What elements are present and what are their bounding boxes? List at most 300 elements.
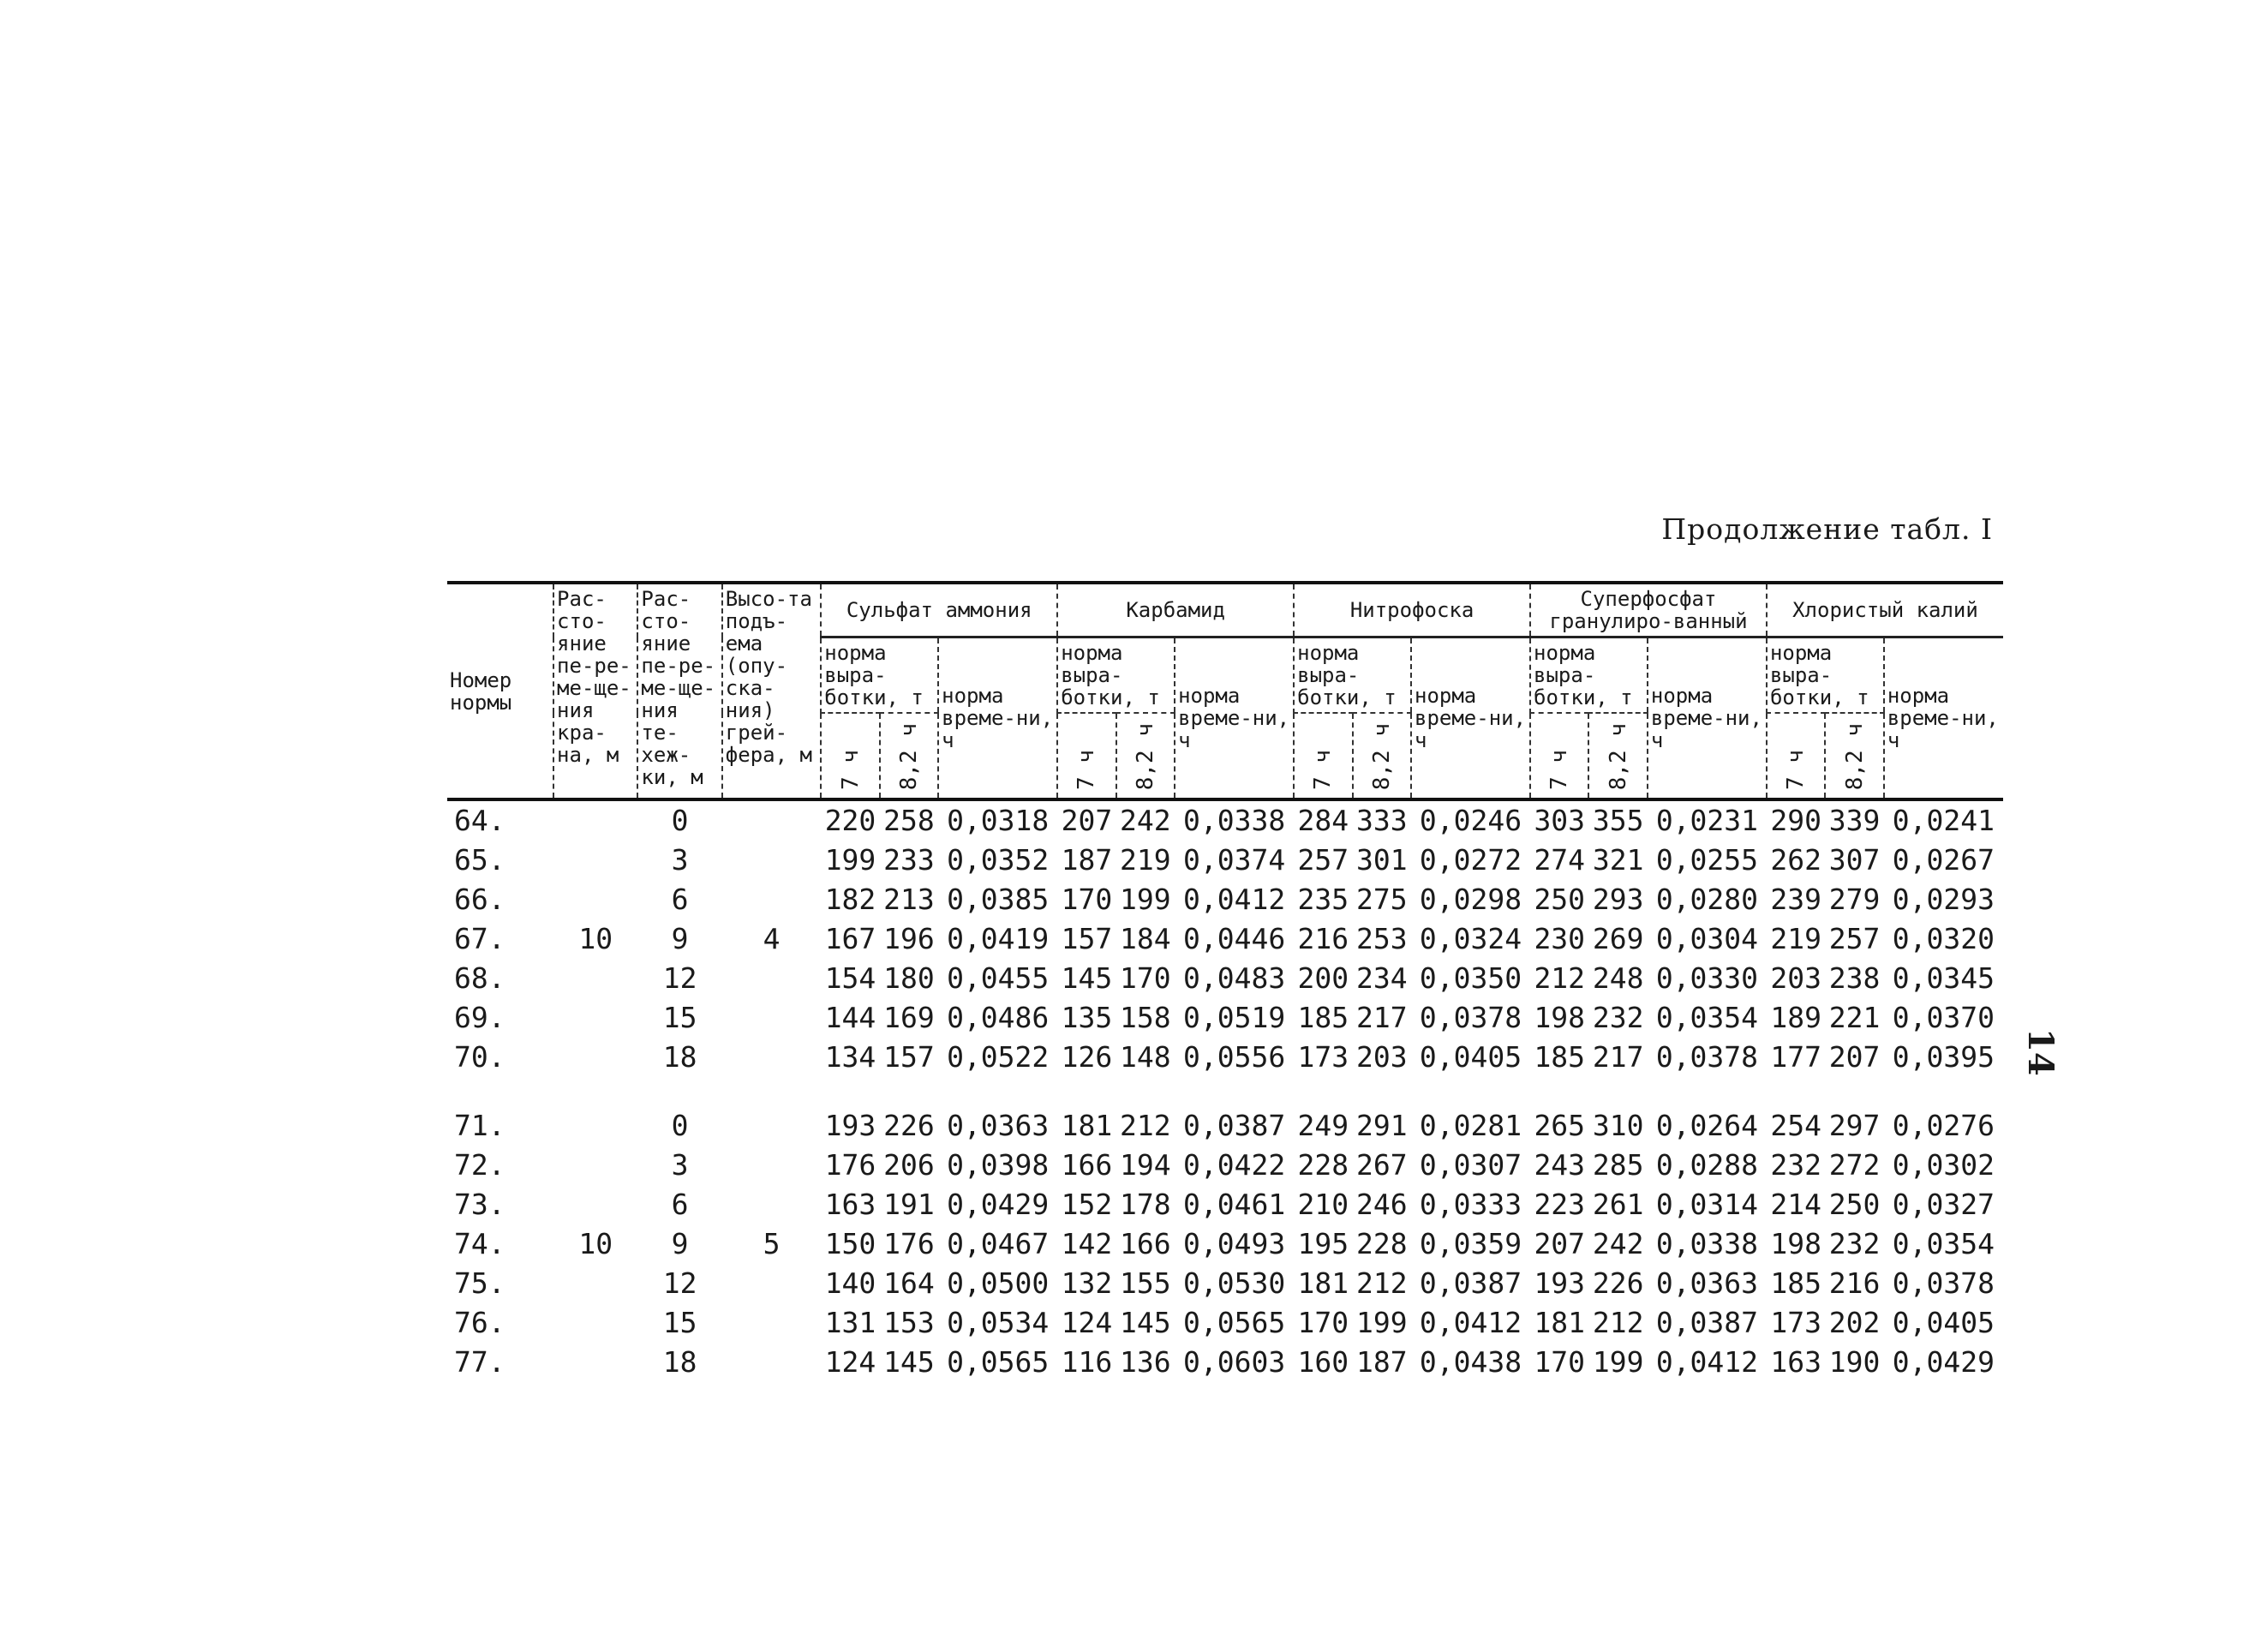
- cell-value: 0,0246: [1419, 804, 1522, 837]
- cell-value: 217: [1592, 1040, 1644, 1074]
- cell-value: 226: [1592, 1266, 1644, 1300]
- cell-value: 177: [1770, 1040, 1821, 1074]
- cell-value: 250: [1534, 883, 1586, 916]
- cell-value: 157: [1061, 922, 1113, 955]
- cell-value: 193: [824, 1109, 876, 1142]
- cell-value: 0,0461: [1182, 1188, 1286, 1221]
- cell-value: 0,0231: [1655, 804, 1759, 837]
- cell-value: 0,0556: [1182, 1040, 1286, 1074]
- cell-value: 248: [1592, 961, 1644, 995]
- cell-value: 0,0363: [947, 1109, 1050, 1142]
- cell-crane-distance: [553, 841, 637, 880]
- cell-norm-number: 64.: [454, 804, 505, 837]
- cell-crane-distance: [553, 1185, 637, 1224]
- cell-trolley-distance: 0: [671, 804, 689, 837]
- cell-value: 290: [1770, 804, 1821, 837]
- cell-value: 0,0455: [947, 961, 1050, 995]
- header-shift-8-2h: 8,2 ч: [880, 713, 938, 799]
- cell-value: 226: [883, 1109, 935, 1142]
- cell-value: 148: [1120, 1040, 1171, 1074]
- cell-lift-height: [722, 841, 821, 880]
- cell-value: 238: [1828, 961, 1881, 995]
- table-row: [447, 1264, 2003, 1303]
- header-group-ammonium-sulfate: Сульфат аммония: [821, 583, 1057, 637]
- cell-value: 220: [824, 804, 876, 837]
- cell-value: 257: [1297, 843, 1349, 877]
- cell-value: 0,0333: [1419, 1188, 1522, 1221]
- cell-value: 190: [1828, 1345, 1881, 1379]
- cell-value: 321: [1592, 843, 1644, 877]
- header-norm-number: Номер нормы: [447, 583, 553, 799]
- cell-trolley-distance: 15: [662, 1001, 697, 1034]
- cell-trolley-distance: 12: [662, 961, 697, 995]
- cell-trolley-distance: 12: [662, 1266, 697, 1300]
- cell-value: 180: [883, 961, 935, 995]
- cell-value: 333: [1355, 804, 1408, 837]
- cell-value: 0,0530: [1182, 1266, 1286, 1300]
- header-group-carbamide: Карбамид: [1057, 583, 1294, 637]
- cell-value: 0,0378: [1419, 1001, 1522, 1034]
- cell-value: 0,0422: [1182, 1148, 1286, 1182]
- cell-value: 167: [824, 922, 876, 955]
- cell-value: 272: [1828, 1148, 1881, 1182]
- cell-value: 339: [1828, 804, 1881, 837]
- cell-value: 198: [1534, 1001, 1586, 1034]
- cell-value: 199: [1355, 1306, 1408, 1339]
- cell-value: 303: [1534, 804, 1586, 837]
- cell-value: 0,0395: [1892, 1040, 1995, 1074]
- header-shift-7h: 7 ч: [1767, 713, 1825, 799]
- cell-value: 0,0320: [1892, 922, 1995, 955]
- cell-value: 158: [1120, 1001, 1171, 1034]
- cell-lift-height: [722, 1343, 821, 1382]
- cell-value: 170: [1120, 961, 1171, 995]
- cell-value: 196: [883, 922, 935, 955]
- cell-norm-number: 73.: [454, 1188, 505, 1221]
- cell-value: 181: [1297, 1266, 1349, 1300]
- cell-value: 214: [1770, 1188, 1821, 1221]
- cell-value: 230: [1534, 922, 1586, 955]
- cell-value: 0,0522: [947, 1040, 1050, 1074]
- cell-value: 219: [1120, 843, 1171, 877]
- cell-value: 0,0378: [1892, 1266, 1995, 1300]
- cell-value: 155: [1120, 1266, 1171, 1300]
- cell-value: 160: [1297, 1345, 1349, 1379]
- cell-lift-height: [722, 1264, 821, 1303]
- cell-value: 234: [1355, 961, 1408, 995]
- cell-lift-height: 5: [763, 1227, 781, 1260]
- cell-value: 0,0429: [1892, 1345, 1995, 1379]
- cell-value: 0,0374: [1182, 843, 1286, 877]
- cell-value: 254: [1770, 1109, 1821, 1142]
- cell-value: 0,0370: [1892, 1001, 1995, 1034]
- cell-value: 0,0385: [947, 883, 1050, 916]
- cell-value: 163: [1770, 1345, 1821, 1379]
- cell-value: 257: [1828, 922, 1881, 955]
- cell-value: 0,0298: [1419, 883, 1522, 916]
- cell-value: 195: [1297, 1227, 1349, 1260]
- cell-value: 0,0255: [1655, 843, 1759, 877]
- cell-value: 0,0387: [1419, 1266, 1522, 1300]
- header-shift-8-2h: 8,2 ч: [1353, 713, 1411, 799]
- cell-value: 212: [1120, 1109, 1171, 1142]
- cell-trolley-distance: 6: [671, 883, 689, 916]
- cell-value: 265: [1534, 1109, 1586, 1142]
- cell-value: 0,0387: [1182, 1109, 1286, 1142]
- header-norm-time: норма време-ни, ч: [1175, 637, 1294, 800]
- cell-value: 0,0534: [947, 1306, 1050, 1339]
- cell-value: 185: [1770, 1266, 1821, 1300]
- table-row: [447, 1146, 2003, 1185]
- cell-value: 0,0330: [1655, 961, 1759, 995]
- cell-value: 126: [1061, 1040, 1113, 1074]
- cell-value: 203: [1355, 1040, 1408, 1074]
- cell-value: 0,0338: [1655, 1227, 1759, 1260]
- cell-value: 144: [824, 1001, 876, 1034]
- cell-norm-number: 70.: [454, 1040, 505, 1074]
- header-norm-output: норма выра-ботки, т: [1767, 637, 1884, 714]
- cell-value: 153: [883, 1306, 935, 1339]
- header-norm-time: норма време-ни, ч: [1411, 637, 1530, 800]
- cell-value: 170: [1061, 883, 1113, 916]
- cell-value: 176: [824, 1148, 876, 1182]
- header-norm-time: норма време-ни, ч: [1648, 637, 1767, 800]
- cell-value: 169: [883, 1001, 935, 1034]
- cell-value: 157: [883, 1040, 935, 1074]
- cell-value: 0,0363: [1655, 1266, 1759, 1300]
- table-row: [447, 1224, 2003, 1264]
- cell-value: 250: [1828, 1188, 1881, 1221]
- cell-value: 203: [1770, 961, 1821, 995]
- cell-lift-height: [722, 959, 821, 998]
- cell-value: 0,0419: [947, 922, 1050, 955]
- cell-value: 0,0267: [1892, 843, 1995, 877]
- cell-value: 198: [1770, 1227, 1821, 1260]
- cell-value: 194: [1120, 1148, 1171, 1182]
- cell-lift-height: [722, 1106, 821, 1146]
- header-crane-distance: Рас-сто-яние пе-ре-ме-ще-ния кра-на, м: [553, 583, 637, 799]
- table-row: [447, 841, 2003, 880]
- cell-value: 0,0281: [1419, 1109, 1522, 1142]
- cell-lift-height: [722, 998, 821, 1038]
- header-norm-output: норма выра-ботки, т: [821, 637, 938, 714]
- cell-value: 142: [1061, 1227, 1113, 1260]
- page-number: 14: [2020, 1028, 2061, 1076]
- cell-norm-number: 72.: [454, 1148, 505, 1182]
- cell-value: 301: [1355, 843, 1408, 877]
- cell-value: 253: [1355, 922, 1408, 955]
- cell-value: 185: [1534, 1040, 1586, 1074]
- cell-lift-height: [722, 1146, 821, 1185]
- cell-value: 232: [1770, 1148, 1821, 1182]
- cell-value: 134: [824, 1040, 876, 1074]
- cell-value: 0,0467: [947, 1227, 1050, 1260]
- cell-value: 131: [824, 1306, 876, 1339]
- cell-value: 221: [1828, 1001, 1881, 1034]
- cell-value: 262: [1770, 843, 1821, 877]
- cell-value: 0,0412: [1655, 1345, 1759, 1379]
- cell-value: 0,0429: [947, 1188, 1050, 1221]
- cell-value: 0,0565: [1182, 1306, 1286, 1339]
- cell-value: 0,0486: [947, 1001, 1050, 1034]
- cell-crane-distance: [553, 998, 637, 1038]
- cell-crane-distance: 10: [578, 1227, 613, 1260]
- header-group-superphosphate: Суперфосфат гранулиро-ванный: [1530, 583, 1767, 637]
- cell-value: 150: [824, 1227, 876, 1260]
- table-row: [447, 799, 2003, 841]
- header-norm-time: норма време-ни, ч: [1884, 637, 2003, 800]
- cell-value: 145: [1061, 961, 1113, 995]
- cell-value: 249: [1297, 1109, 1349, 1142]
- cell-value: 173: [1297, 1040, 1349, 1074]
- cell-value: 0,0565: [947, 1345, 1050, 1379]
- cell-crane-distance: [553, 1106, 637, 1146]
- cell-value: 0,0378: [1655, 1040, 1759, 1074]
- cell-value: 235: [1297, 883, 1349, 916]
- cell-lift-height: 4: [763, 922, 781, 955]
- header-shift-8-2h: 8,2 ч: [1588, 713, 1647, 799]
- group-spacer: [447, 1077, 2003, 1106]
- cell-value: 243: [1534, 1148, 1586, 1182]
- cell-value: 0,0398: [947, 1148, 1050, 1182]
- table-row: [447, 959, 2003, 998]
- table-row: [447, 1343, 2003, 1382]
- header-lift-height: Высо-та подъ-ема (опу-ска-ния) грей-фера, м: [722, 583, 821, 799]
- cell-crane-distance: [553, 880, 637, 919]
- cell-value: 0,0318: [947, 804, 1050, 837]
- cell-value: 210: [1297, 1188, 1349, 1221]
- cell-value: 0,0603: [1182, 1345, 1286, 1379]
- cell-value: 0,0304: [1655, 922, 1759, 955]
- cell-value: 212: [1534, 961, 1586, 995]
- cell-value: 258: [883, 804, 935, 837]
- cell-value: 0,0280: [1655, 883, 1759, 916]
- cell-value: 193: [1534, 1266, 1586, 1300]
- cell-value: 184: [1120, 922, 1171, 955]
- cell-value: 269: [1592, 922, 1644, 955]
- cell-value: 200: [1297, 961, 1349, 995]
- cell-trolley-distance: 9: [671, 922, 689, 955]
- cell-value: 0,0446: [1182, 922, 1286, 955]
- cell-value: 284: [1297, 804, 1349, 837]
- cell-value: 206: [883, 1148, 935, 1182]
- cell-norm-number: 69.: [454, 1001, 505, 1034]
- cell-value: 228: [1355, 1227, 1408, 1260]
- cell-value: 0,0338: [1182, 804, 1286, 837]
- cell-value: 228: [1297, 1148, 1349, 1182]
- header-shift-7h: 7 ч: [1057, 713, 1116, 799]
- table-row: [447, 1038, 2003, 1077]
- table-row: [447, 998, 2003, 1038]
- cell-norm-number: 75.: [454, 1266, 505, 1300]
- cell-value: 213: [883, 883, 935, 916]
- cell-value: 170: [1297, 1306, 1349, 1339]
- cell-value: 132: [1061, 1266, 1113, 1300]
- cell-value: 0,0241: [1892, 804, 1995, 837]
- cell-crane-distance: [553, 1264, 637, 1303]
- table-header: [447, 583, 2003, 799]
- cell-value: 181: [1061, 1109, 1113, 1142]
- cell-value: 0,0483: [1182, 961, 1286, 995]
- cell-value: 166: [1061, 1148, 1113, 1182]
- cell-value: 0,0302: [1892, 1148, 1995, 1182]
- cell-crane-distance: [553, 1146, 637, 1185]
- cell-value: 232: [1592, 1001, 1644, 1034]
- cell-value: 164: [883, 1266, 935, 1300]
- header-norm-output: норма выра-ботки, т: [1294, 637, 1411, 714]
- cell-value: 207: [1828, 1040, 1881, 1074]
- cell-value: 140: [824, 1266, 876, 1300]
- cell-value: 212: [1592, 1306, 1644, 1339]
- cell-value: 170: [1534, 1345, 1586, 1379]
- cell-value: 154: [824, 961, 876, 995]
- cell-value: 0,0288: [1655, 1148, 1759, 1182]
- cell-trolley-distance: 18: [662, 1040, 697, 1074]
- cell-value: 0,0500: [947, 1266, 1050, 1300]
- header-group-nitrophoska: Нитрофоска: [1294, 583, 1530, 637]
- cell-trolley-distance: 3: [671, 843, 689, 877]
- cell-value: 181: [1534, 1306, 1586, 1339]
- cell-value: 152: [1061, 1188, 1113, 1221]
- cell-trolley-distance: 0: [671, 1109, 689, 1142]
- header-group-potassium-chloride: Хлористый калий: [1767, 583, 2003, 637]
- cell-value: 0,0276: [1892, 1109, 1995, 1142]
- cell-value: 202: [1828, 1306, 1881, 1339]
- cell-norm-number: 71.: [454, 1109, 505, 1142]
- cell-lift-height: [722, 799, 821, 841]
- cell-value: 0,0264: [1655, 1109, 1759, 1142]
- header-shift-7h: 7 ч: [821, 713, 879, 799]
- cell-value: 176: [883, 1227, 935, 1260]
- cell-norm-number: 77.: [454, 1345, 505, 1379]
- cell-value: 178: [1120, 1188, 1171, 1221]
- cell-value: 285: [1592, 1148, 1644, 1182]
- cell-value: 279: [1828, 883, 1881, 916]
- cell-value: 274: [1534, 843, 1586, 877]
- cell-value: 0,0307: [1419, 1148, 1522, 1182]
- cell-value: 207: [1534, 1227, 1586, 1260]
- cell-value: 275: [1355, 883, 1408, 916]
- cell-value: 297: [1828, 1109, 1881, 1142]
- cell-value: 217: [1355, 1001, 1408, 1034]
- cell-value: 191: [883, 1188, 935, 1221]
- cell-value: 0,0272: [1419, 843, 1522, 877]
- header-shift-8-2h: 8,2 ч: [1116, 713, 1175, 799]
- cell-norm-number: 67.: [454, 922, 505, 955]
- cell-crane-distance: [553, 1343, 637, 1382]
- cell-value: 0,0345: [1892, 961, 1995, 995]
- cell-crane-distance: [553, 959, 637, 998]
- cell-value: 0,0324: [1419, 922, 1522, 955]
- cell-value: 0,0354: [1655, 1001, 1759, 1034]
- cell-value: 173: [1770, 1306, 1821, 1339]
- cell-value: 136: [1120, 1345, 1171, 1379]
- cell-value: 242: [1120, 804, 1171, 837]
- cell-value: 182: [824, 883, 876, 916]
- norms-table-container: [447, 581, 2003, 1382]
- cell-trolley-distance: 18: [662, 1345, 697, 1379]
- cell-value: 216: [1828, 1266, 1881, 1300]
- cell-value: 355: [1592, 804, 1644, 837]
- table-row: [447, 1185, 2003, 1224]
- cell-value: 185: [1297, 1001, 1349, 1034]
- cell-value: 0,0493: [1182, 1227, 1286, 1260]
- cell-value: 293: [1592, 883, 1644, 916]
- cell-value: 0,0387: [1655, 1306, 1759, 1339]
- cell-lift-height: [722, 1303, 821, 1343]
- cell-value: 199: [824, 843, 876, 877]
- cell-lift-height: [722, 1038, 821, 1077]
- cell-value: 0,0519: [1182, 1001, 1286, 1034]
- header-norm-output: норма выра-ботки, т: [1057, 637, 1175, 714]
- cell-value: 0,0350: [1419, 961, 1522, 995]
- cell-value: 242: [1592, 1227, 1644, 1260]
- cell-trolley-distance: 15: [662, 1306, 697, 1339]
- cell-norm-number: 68.: [454, 961, 505, 995]
- cell-crane-distance: [553, 1038, 637, 1077]
- cell-value: 124: [1061, 1306, 1113, 1339]
- cell-value: 124: [824, 1345, 876, 1379]
- header-shift-8-2h: 8,2 ч: [1825, 713, 1883, 799]
- header-norm-time: норма време-ни, ч: [938, 637, 1057, 800]
- cell-norm-number: 65.: [454, 843, 505, 877]
- cell-value: 0,0412: [1419, 1306, 1522, 1339]
- cell-value: 267: [1355, 1148, 1408, 1182]
- cell-value: 232: [1828, 1227, 1881, 1260]
- cell-value: 187: [1355, 1345, 1408, 1379]
- cell-value: 145: [883, 1345, 935, 1379]
- header-shift-7h: 7 ч: [1294, 713, 1352, 799]
- header-shift-7h: 7 ч: [1530, 713, 1588, 799]
- cell-value: 310: [1592, 1109, 1644, 1142]
- cell-value: 223: [1534, 1188, 1586, 1221]
- cell-norm-number: 74.: [454, 1227, 505, 1260]
- cell-value: 145: [1120, 1306, 1171, 1339]
- cell-value: 0,0359: [1419, 1227, 1522, 1260]
- cell-value: 189: [1770, 1001, 1821, 1034]
- cell-norm-number: 76.: [454, 1306, 505, 1339]
- cell-value: 0,0438: [1419, 1345, 1522, 1379]
- cell-value: 0,0352: [947, 843, 1050, 877]
- cell-value: 291: [1355, 1109, 1408, 1142]
- cell-value: 0,0314: [1655, 1188, 1759, 1221]
- cell-value: 116: [1061, 1345, 1113, 1379]
- cell-value: 0,0405: [1419, 1040, 1522, 1074]
- norms-table: [447, 581, 2003, 1382]
- cell-value: 166: [1120, 1227, 1171, 1260]
- cell-value: 0,0293: [1892, 883, 1995, 916]
- cell-trolley-distance: 6: [671, 1188, 689, 1221]
- cell-value: 0,0405: [1892, 1306, 1995, 1339]
- table-row: [447, 1106, 2003, 1146]
- cell-value: 0,0327: [1892, 1188, 1995, 1221]
- cell-value: 0,0412: [1182, 883, 1286, 916]
- cell-lift-height: [722, 880, 821, 919]
- cell-value: 307: [1828, 843, 1881, 877]
- cell-value: 187: [1061, 843, 1113, 877]
- table-row: [447, 1303, 2003, 1343]
- cell-value: 163: [824, 1188, 876, 1221]
- cell-value: 212: [1355, 1266, 1408, 1300]
- cell-value: 135: [1061, 1001, 1113, 1034]
- cell-crane-distance: [553, 799, 637, 841]
- cell-value: 239: [1770, 883, 1821, 916]
- table-row: [447, 919, 2003, 959]
- table-body: [447, 799, 2003, 1382]
- cell-value: 207: [1061, 804, 1113, 837]
- cell-value: 219: [1770, 922, 1821, 955]
- header-trolley-distance: Рас-сто-яние пе-ре-ме-ще-ния те-хеж-ки, м: [637, 583, 721, 799]
